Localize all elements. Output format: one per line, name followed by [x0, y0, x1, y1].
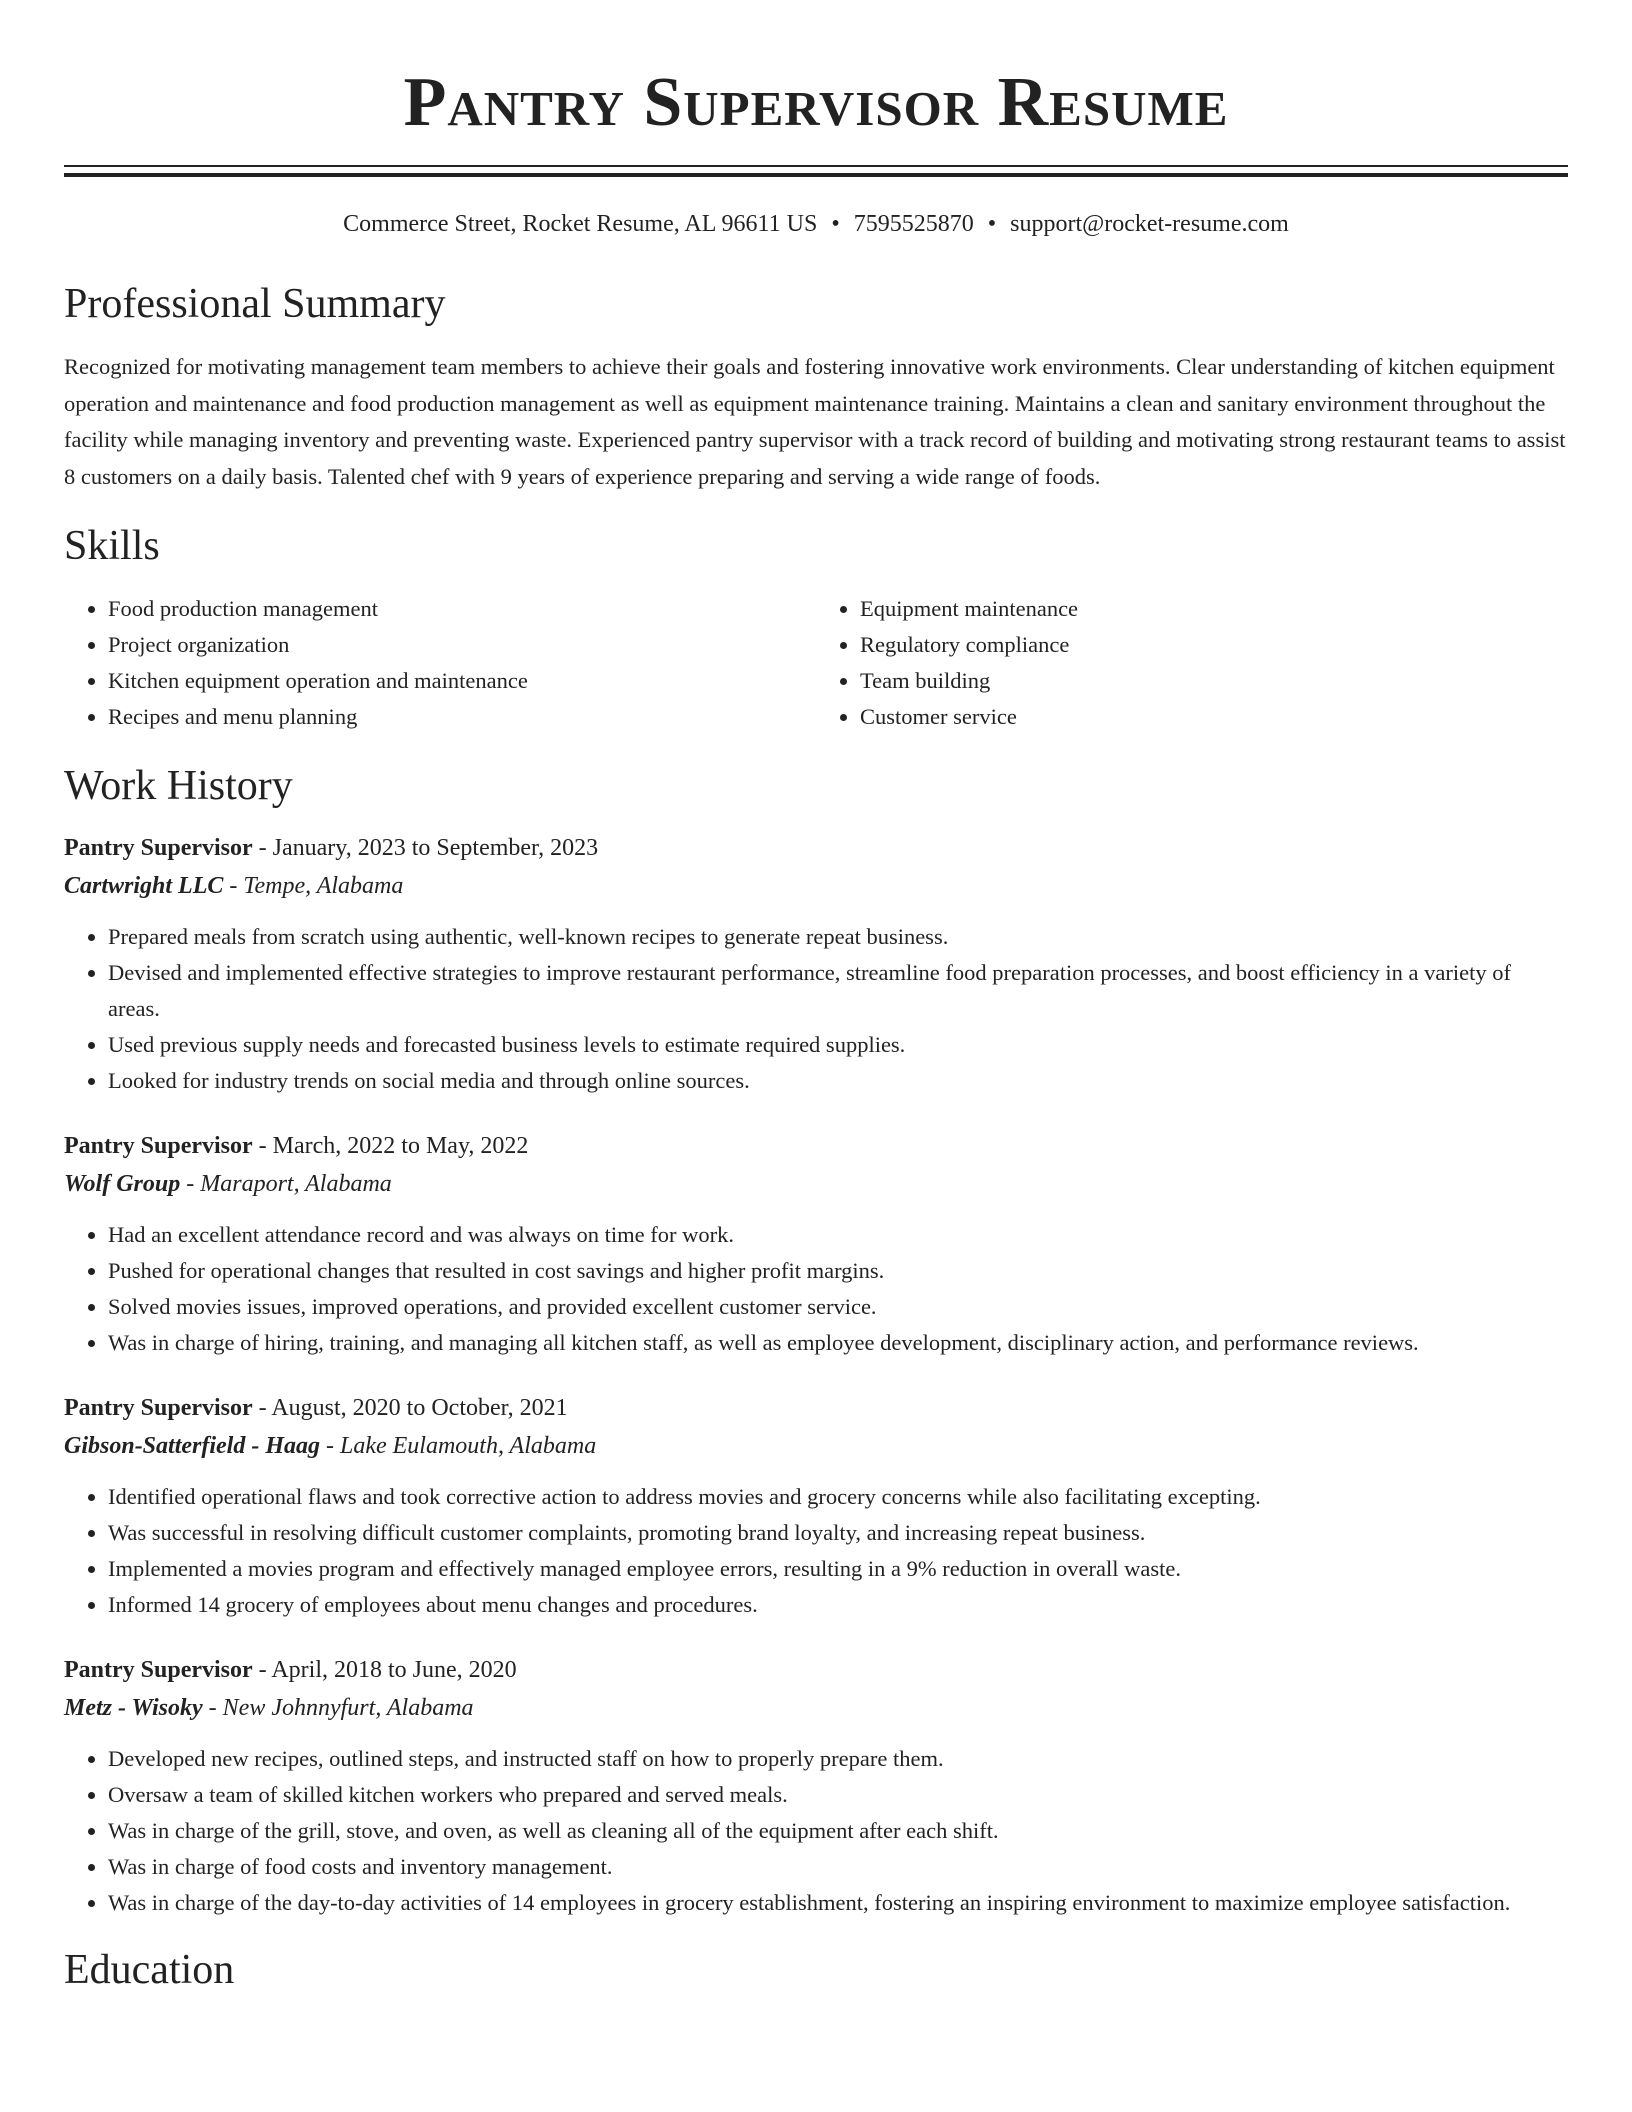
skill-item: • Customer service [860, 699, 1568, 735]
contact-phone: 7595525870 [853, 211, 974, 237]
job-title: Pantry Supervisor [64, 1133, 253, 1159]
job-dates: - January, 2023 to September, 2023 [252, 835, 599, 861]
job-bullet: • Had an excellent attendance record and was always on time for work. [108, 1217, 1568, 1253]
job-company-line [64, 1165, 1568, 1203]
job-bullet: • Was in charge of the day-to-day activities of 14 employees in grocery establishment, fostering an inspiring environment to maximize employee satisfaction. [108, 1885, 1568, 1921]
education-heading: Education [64, 1947, 235, 1993]
job-bullet: • Pushed for operational changes that resulted in cost savings and higher profit margins. [108, 1253, 1568, 1289]
job-title: Pantry Supervisor [64, 1657, 253, 1683]
job-title: Pantry Supervisor [64, 835, 253, 861]
job-dates: - August, 2020 to October, 2021 [252, 1395, 568, 1421]
job-entry [64, 1389, 1568, 1623]
skill-item: • Equipment maintenance [860, 591, 1568, 627]
contact-line [64, 209, 1568, 239]
job-location: - Tempe, Alabama [223, 873, 404, 899]
job-company: Cartwright LLC [64, 873, 224, 899]
job-bullet: • Was successful in resolving difficult customer complaints, promoting brand loyalty, and increasing repeat business. [108, 1515, 1568, 1551]
job-bullets [64, 1741, 1568, 1921]
title-divider-thick [64, 173, 1568, 177]
job-dates: - April, 2018 to June, 2020 [252, 1657, 517, 1683]
job-bullet: • Solved movies issues, improved operations, and provided excellent customer service. [108, 1289, 1568, 1325]
work-history-heading: Work History [64, 763, 293, 809]
job-bullets [64, 919, 1568, 1099]
job-bullet: • Developed new recipes, outlined steps, and instructed staff on how to properly prepare them. [108, 1741, 1568, 1777]
skill-item: • Regulatory compliance [860, 627, 1568, 663]
skill-item: • Project organization [108, 627, 816, 663]
resume-page [64, 0, 1568, 1995]
job-location: - Maraport, Alabama [180, 1171, 392, 1197]
job-title-line [64, 829, 1568, 867]
job-bullet: • Devised and implemented effective strategies to improve restaurant performance, streamline food preparation processes, and boost efficiency in a variety of areas. [108, 955, 1568, 1027]
job-title: Pantry Supervisor [64, 1395, 253, 1421]
job-company-line [64, 1689, 1568, 1727]
job-bullet: • Looked for industry trends on social media and through online sources. [108, 1063, 1568, 1099]
job-company-line [64, 867, 1568, 905]
job-bullet: • Was in charge of food costs and inventory management. [108, 1849, 1568, 1885]
skills-column-right [816, 591, 1568, 735]
skills-list [64, 591, 1568, 735]
job-bullet: • Informed 14 grocery of employees about menu changes and procedures. [108, 1587, 1568, 1623]
title-divider-thin [64, 165, 1568, 167]
job-title-line [64, 1651, 1568, 1689]
page-title: Pantry Supervisor Resume [403, 64, 1229, 141]
job-bullet: • Used previous supply needs and forecasted business levels to estimate required supplies. [108, 1027, 1568, 1063]
contact-address: Commerce Street, Rocket Resume, AL 96611 US [343, 211, 818, 237]
job-bullets [64, 1217, 1568, 1361]
contact-separator: • [987, 211, 997, 237]
contact-separator: • [831, 211, 840, 237]
job-bullet: • Was in charge of hiring, training, and managing all kitchen staff, as well as employee development, disciplinary action, and performance reviews. [108, 1325, 1568, 1361]
skill-item: • Recipes and menu planning [108, 699, 816, 735]
job-company-line [64, 1427, 1568, 1465]
job-entry [64, 1651, 1568, 1921]
job-location: - Lake Eulamouth, Alabama [320, 1433, 597, 1459]
skill-item: • Food production management [108, 591, 816, 627]
summary-text: Recognized for motivating management team members to achieve their goals and fostering innovative work environments. Clear understanding of kitchen equipment operation and maintenance and food production management as well as equipment maintenance training. Maintains a clean and sanitary environment throughout the facility while managing inventory and preventing waste. Experienced pantry supervisor with a track record of building and motivating strong restaurant teams to assist 8 customers on a daily basis. Talented chef with 9 years of experience preparing and serving a wide range of foods. [64, 354, 1566, 489]
job-bullet: • Oversaw a team of skilled kitchen workers who prepared and served meals. [108, 1777, 1568, 1813]
job-entry [64, 829, 1568, 1099]
skills-column-left [64, 591, 816, 735]
job-dates: - March, 2022 to May, 2022 [252, 1133, 529, 1159]
skill-item: • Team building [860, 663, 1568, 699]
job-company: Wolf Group [64, 1171, 181, 1197]
job-title-line [64, 1389, 1568, 1427]
contact-email: support@rocket-resume.com [1010, 211, 1289, 237]
job-bullet: • Prepared meals from scratch using authentic, well-known recipes to generate repeat business. [108, 919, 1568, 955]
skill-item: • Kitchen equipment operation and maintenance [108, 663, 816, 699]
job-title-line [64, 1127, 1568, 1165]
job-location: - New Johnnyfurt, Alabama [202, 1695, 474, 1721]
job-entry [64, 1127, 1568, 1361]
job-bullet: • Implemented a movies program and effectively managed employee errors, resulting in a 9% reduction in overall waste. [108, 1551, 1568, 1587]
job-company: Gibson-Satterfield - Haag [64, 1433, 320, 1459]
job-bullet: • Was in charge of the grill, stove, and oven, as well as cleaning all of the equipment after each shift. [108, 1813, 1568, 1849]
skills-heading: Skills [64, 523, 160, 569]
summary-heading: Professional Summary [64, 281, 446, 327]
job-bullet: • Identified operational flaws and took corrective action to address movies and grocery concerns while also facilitating excepting. [108, 1479, 1568, 1515]
job-company: Metz - Wisoky [64, 1695, 203, 1721]
job-bullets [64, 1479, 1568, 1623]
